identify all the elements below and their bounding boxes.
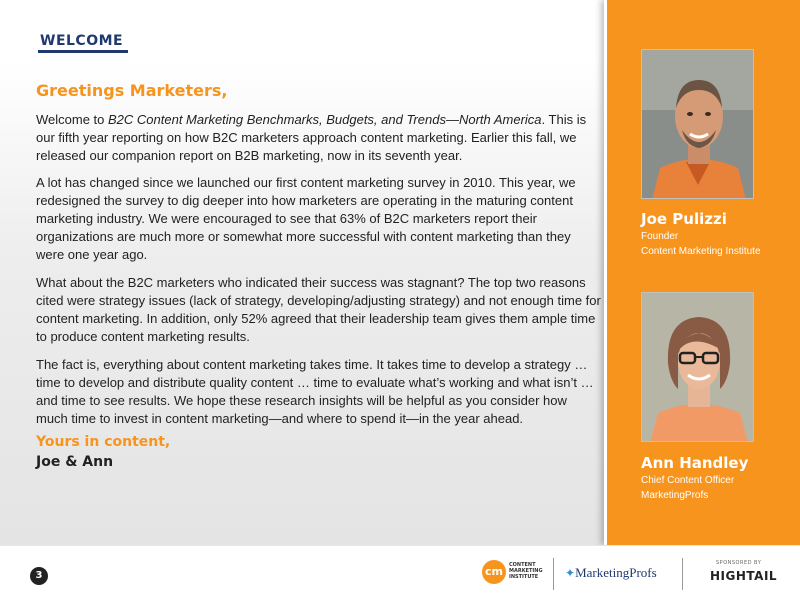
letter-paragraph-4: The fact is, everything about content marketing takes time. It takes time to develop a strategy … time to develop and distribute quality content … time to evaluate what’s working and what isn’t … and time to see results. We hope these research insights will be helpful as you consider how much time to invest in content marketing—and where to spend it—in the year ahead. — [36, 357, 594, 426]
ann-handley-title: Chief Content Officer — [641, 475, 735, 486]
joe-pulizzi-photo — [641, 49, 754, 199]
letter-signature: Joe & Ann — [36, 454, 114, 470]
letter-paragraph-3: What about the B2C marketers who indicated their success was stagnant? The top two reasons cited were strategy issues (lack of strategy, developing/adjusting strategy) and not enough time for content marketing. In addition, only 52% agreed that their leadership team gives them ample time to produce content marketing results. — [36, 275, 601, 344]
joe-pulizzi-title: Founder — [641, 231, 679, 242]
hightail-logo: HIGHTAIL — [710, 569, 778, 583]
marketingprofs-logo-text: MarketingProfs — [575, 565, 657, 580]
letter-paragraph-1 — [36, 111, 602, 165]
marketingprofs-logo — [565, 565, 657, 581]
footer-divider — [682, 558, 683, 590]
letter-signoff: Yours in content, — [36, 434, 171, 450]
ann-handley-org: MarketingProfs — [641, 490, 709, 501]
cmi-logo — [482, 558, 544, 588]
p1-intro: Welcome to — [36, 112, 109, 127]
cmi-logo-text: CONTENT MARKETING INSTITUTE — [509, 562, 543, 580]
letter-greeting: Greetings Marketers, — [36, 81, 228, 100]
joe-pulizzi-org: Content Marketing Institute — [641, 246, 761, 257]
report-title: B2C Content Marketing Benchmarks, Budgets, and Trends—North America — [108, 112, 542, 127]
section-title-underline — [38, 50, 128, 53]
ann-handley-photo — [641, 292, 754, 442]
ann-handley-name: Ann Handley — [641, 454, 749, 472]
bird-icon: ✦ — [565, 566, 576, 580]
section-title: WELCOME — [40, 33, 124, 49]
joe-pulizzi-name: Joe Pulizzi — [641, 210, 727, 228]
footer — [0, 545, 800, 600]
cmi-logo-icon: cm — [482, 560, 506, 584]
p1-rest: . This is our fifth year reporting on how B2C marketers approach content marketing. Earlier this fall, we released our companion report on B2B marketing, now in its seventh year. — [36, 112, 587, 163]
letter-body — [36, 111, 602, 438]
page-number: 3 — [30, 567, 48, 585]
sponsored-by-label: SPONSORED BY — [716, 560, 762, 566]
letter-paragraph-2: A lot has changed since we launched our first content marketing survey in 2010. This year, we redesigned the survey to dig deeper into how marketers are operating in the maturing content marketing industry. We were encouraged to see that 63% of B2C marketers report their organizations are much more or somewhat more successful with content marketing than they were one year ago. — [36, 175, 576, 262]
footer-divider — [553, 558, 554, 590]
